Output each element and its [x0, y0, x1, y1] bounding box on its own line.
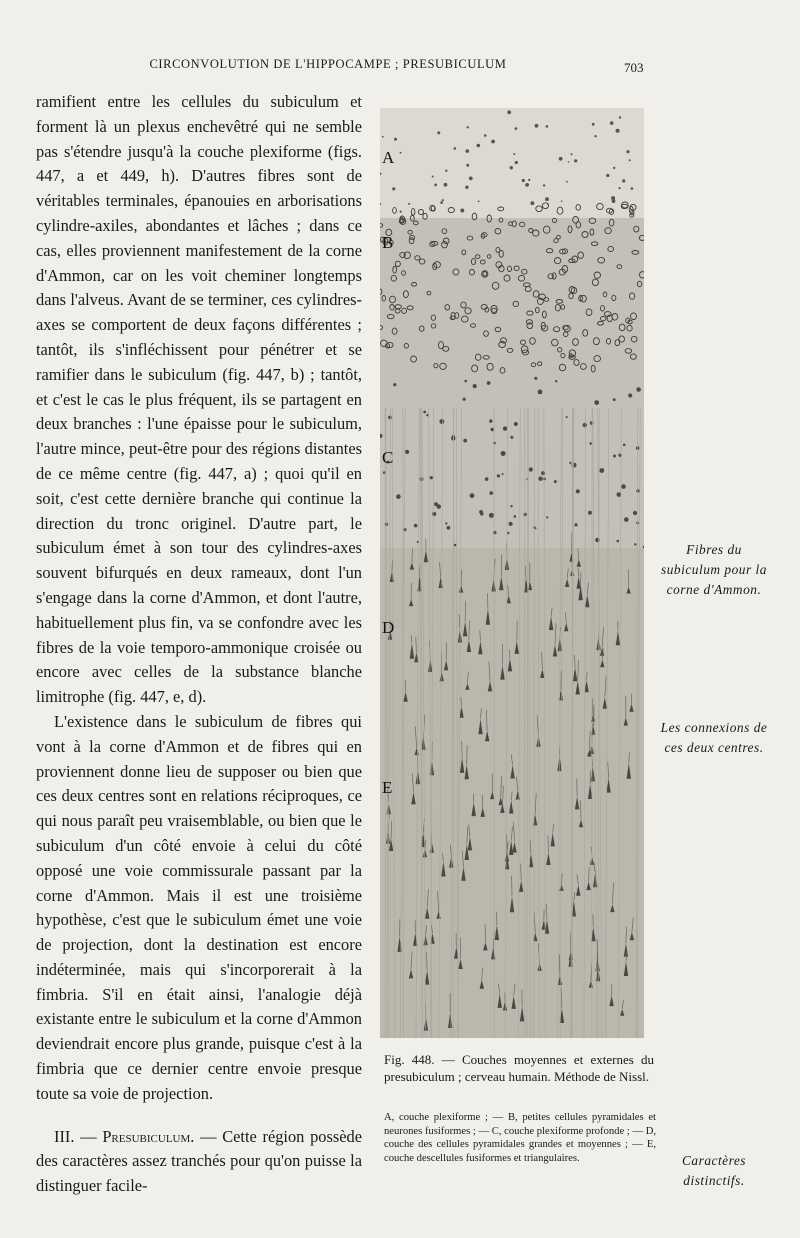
cell-dot — [526, 478, 528, 480]
cell-dot — [616, 129, 620, 133]
cell-dot — [513, 153, 515, 155]
cell-dot — [393, 383, 396, 386]
cell-dot — [538, 477, 542, 481]
cell-dot — [515, 127, 518, 130]
cell-dot — [507, 110, 511, 114]
cell-dot — [434, 184, 437, 187]
cell-dot — [636, 489, 639, 492]
cell-dot — [388, 416, 392, 420]
cell-dot — [489, 513, 494, 518]
cell-dot — [491, 140, 495, 144]
cell-dot — [613, 455, 616, 458]
cell-dot — [528, 179, 530, 181]
cell-dot — [592, 123, 595, 126]
cell-dot — [626, 150, 629, 153]
cell-dot — [507, 532, 509, 534]
cell-dot — [535, 527, 537, 529]
section-title: Presubiculum. — [102, 1126, 195, 1146]
cell-dot — [543, 184, 545, 186]
cell-dot — [606, 174, 609, 177]
micrograph-figure — [380, 108, 644, 1038]
cell-dot — [414, 524, 418, 528]
cell-dot — [437, 131, 440, 134]
cell-dot — [432, 512, 436, 516]
cell-dot — [392, 187, 395, 190]
cell-dot — [464, 380, 467, 383]
cell-dot — [634, 543, 636, 545]
cell-dot — [403, 528, 406, 531]
cell-dot — [515, 161, 518, 164]
cell-dot — [382, 136, 384, 138]
paragraph-1: ramifient entre les cellules du subiculum et forment là un plexus enchevêtré qui ne semble pas s'étendre jusqu'à la couche plexiforme (figs. 447, a et 449, h). D'autres fibres sont de véritables terminales, épanouies en arborisations cylindre-axiles, abondantes et lâches ; dans ce cas, elles proviennent manifestement de la corne d'Ammon, car on les voit cheminer longtemps dans l'alveus. Avant de se terminer, ces cylindres-axes se comportent de deux façons différentes ; tantôt, ils s'infléchissent pour pénétrer et se ramifier dans le subiculum (fig. 447, b) ; tantôt, et c'est le cas le plus fréquent, ils se partagent en deux branches : l'une épaisse pour le subiculum, l'autre mince, peut-être pour des régions distantes de ce même centre (fig. 447, a) ; quoi qu'il en soit, c'est cette dernière branche qui continue la direction du tronc originel. D'autre part, le subiculum émet à son tour des cylindres-axes souvent bifurqués en deux rameaux, dont l'un s'engage dans la corne d'Ammon, et dont l'autre, habituellement plus fin, va se confondre avec les fibres de la voie temporo-ammonique croisée ou encore avec celles de la substance blanche limitrophe (fig. 447, e, d). — [36, 92, 362, 707]
cell-dot — [503, 426, 507, 430]
dendrite — [559, 954, 560, 976]
section-number: III. — — [54, 1126, 97, 1146]
page-number: 703 — [624, 60, 644, 75]
cell-dot — [400, 152, 402, 154]
cell-dot — [546, 125, 549, 128]
cell-dot — [538, 390, 543, 395]
cell-dot — [470, 493, 475, 498]
cell-dot — [531, 201, 535, 205]
figure-caption: Fig. 448. — Couches moyennes et externes du presubiculum ; cerveau humain. Méthode de Nissl. — [384, 1052, 654, 1084]
cell-dot — [510, 166, 513, 169]
dendrite — [446, 642, 447, 660]
cell-dot — [489, 491, 493, 495]
cell-dot — [460, 209, 464, 213]
cell-dot — [543, 478, 546, 481]
dendrite — [482, 795, 483, 807]
cell-dot — [493, 442, 496, 445]
margin-note-connexions: Les connexions de ces deux centres. — [660, 720, 768, 755]
cell-dot — [576, 489, 580, 493]
cell-dot — [467, 126, 469, 128]
cell-dot — [535, 124, 539, 128]
dendrite — [507, 834, 508, 855]
cell-dot — [510, 505, 512, 507]
cell-dot — [477, 144, 481, 148]
cell-dot — [566, 416, 568, 418]
cell-dot — [394, 138, 397, 141]
cell-dot — [569, 462, 571, 464]
cell-dot — [463, 439, 467, 443]
cell-dot — [509, 522, 513, 526]
cell-dot — [610, 121, 614, 125]
cell-dot — [447, 526, 451, 530]
cell-dot — [546, 516, 548, 518]
cell-dot — [631, 187, 634, 190]
cell-dot — [636, 387, 641, 392]
plexiform-layer-band — [380, 108, 644, 218]
cell-dot — [622, 179, 625, 182]
cell-dot — [534, 377, 537, 380]
cell-dot — [583, 423, 587, 427]
cell-dot — [510, 436, 513, 439]
cell-dot — [529, 467, 533, 471]
cell-dot — [405, 450, 409, 454]
dendrite — [597, 939, 598, 956]
cell-dot — [466, 149, 470, 153]
cell-dot — [484, 134, 487, 137]
cell-dot — [396, 494, 401, 499]
cell-dot — [619, 187, 621, 189]
running-head: CIRCONVOLUTION DE L'HIPPOCAMPE ; PRESUBICULUM — [149, 57, 507, 71]
dendrite — [412, 549, 413, 563]
layer-letter-b: B — [382, 233, 394, 252]
cell-dot — [442, 199, 444, 201]
cell-dot — [589, 442, 592, 445]
cell-dot — [574, 523, 577, 526]
layer-letter-a: A — [382, 148, 395, 167]
cell-dot — [430, 476, 433, 479]
cell-dot — [463, 398, 466, 401]
cell-dot — [554, 480, 557, 483]
cell-dot — [611, 196, 615, 200]
cell-dot — [545, 197, 549, 201]
cell-dot — [514, 515, 517, 518]
cell-dot — [444, 183, 448, 187]
body-text-column — [36, 90, 362, 1199]
cell-dot — [400, 211, 402, 213]
cell-dot — [555, 380, 557, 382]
cell-dot — [485, 477, 489, 481]
cell-dot — [633, 511, 637, 515]
cell-dot — [588, 511, 592, 515]
cell-dot — [619, 116, 621, 118]
cell-dot — [613, 398, 616, 401]
cell-dot — [426, 414, 428, 416]
cell-dot — [566, 181, 568, 183]
cell-dot — [497, 474, 500, 477]
dendrite — [597, 956, 598, 973]
dendrite — [581, 800, 582, 819]
cell-dot — [487, 381, 491, 385]
dendrite — [587, 672, 588, 680]
cell-dot — [561, 201, 563, 203]
cell-dot — [514, 422, 518, 426]
cell-dot — [502, 473, 504, 475]
cell-dot — [613, 167, 615, 169]
cell-dot — [624, 517, 629, 522]
cell-dot — [408, 203, 410, 205]
cell-dot — [445, 522, 447, 524]
cell-dot — [621, 484, 626, 489]
cell-dot — [628, 393, 632, 397]
cell-dot — [617, 540, 620, 543]
section-paragraph — [36, 1125, 362, 1199]
cell-dot — [489, 419, 492, 422]
section-text: — Cette région possède des caractères assez tranchés pour qu'on puisse la distinguer facile- — [36, 1126, 362, 1196]
cell-dot — [525, 183, 529, 187]
cell-dot — [568, 161, 570, 163]
cell-dot — [629, 159, 631, 161]
cell-dot — [469, 177, 473, 181]
cell-dot — [574, 159, 577, 162]
cell-dot — [559, 157, 563, 161]
layer-letter-e: E — [382, 778, 393, 797]
cell-dot — [432, 176, 434, 178]
cell-dot — [423, 411, 426, 414]
figure-legend: A, couche plexiforme ; — B, petites cellules pyramidales et neurones fusiformes ; — C, couche plexiforme profonde ; — D, couche des cellules pyramidales grandes et moyennes ; — E, couche descellules fusiformes et triangulaires. — [384, 1112, 656, 1164]
cell-dot — [454, 544, 457, 547]
cell-dot — [501, 451, 506, 456]
cell-dot — [437, 504, 441, 508]
cell-dot — [571, 153, 573, 155]
cell-dot — [465, 186, 468, 189]
micrograph-image — [380, 108, 644, 1038]
cell-dot — [440, 201, 443, 204]
cell-dot — [599, 468, 604, 473]
cell-dot — [617, 492, 622, 497]
cell-dot — [491, 428, 494, 431]
cell-dot — [439, 419, 444, 424]
cell-dot — [594, 135, 596, 137]
cell-dot — [541, 471, 545, 475]
cell-dot — [445, 170, 447, 172]
margin-note-fibres: Fibres du subiculum pour la corne d'Ammon. — [661, 542, 767, 597]
dendrite — [469, 621, 470, 640]
margin-note-caracteres: Caractères distinctifs. — [681, 1153, 746, 1188]
layer-letter-c: C — [382, 448, 394, 467]
cell-dot — [623, 444, 626, 447]
cell-dot — [493, 531, 496, 534]
layer-letter-d: D — [382, 618, 395, 637]
cell-dot — [473, 384, 477, 388]
cell-dot — [478, 201, 480, 203]
cell-dot — [454, 147, 457, 150]
cell-dot — [479, 510, 483, 514]
cell-dot — [522, 179, 525, 182]
cell-dot — [594, 400, 599, 405]
paragraph-2: L'existence dans le subiculum de fibres qui vont à la corne d'Ammon et de fibres qui en proviennent donne lieu de supposer ou bien que ces deux centres sont en relations réciproques, ce qui nous paraît peu vraisemblable, ou bien que le subiculum d'un côté envoie à celui du côté opposé une voie commissurale passant par la corne d'Ammon. Mais il est une troisième hypothèse, c'est que le subiculum émet une voie de projection, dont la destination est encore indéterminée, mais qui s'incorporerait à la fimbria. S'il en était ainsi, l'analogie déjà existante entre le subiculum et la corne d'Ammon deviendrait encore plus grande, puisque c'est à la fimbria que ce dernier centre envoie presque toute sa voie de projection. — [36, 711, 362, 1103]
cell-dot — [466, 164, 469, 167]
